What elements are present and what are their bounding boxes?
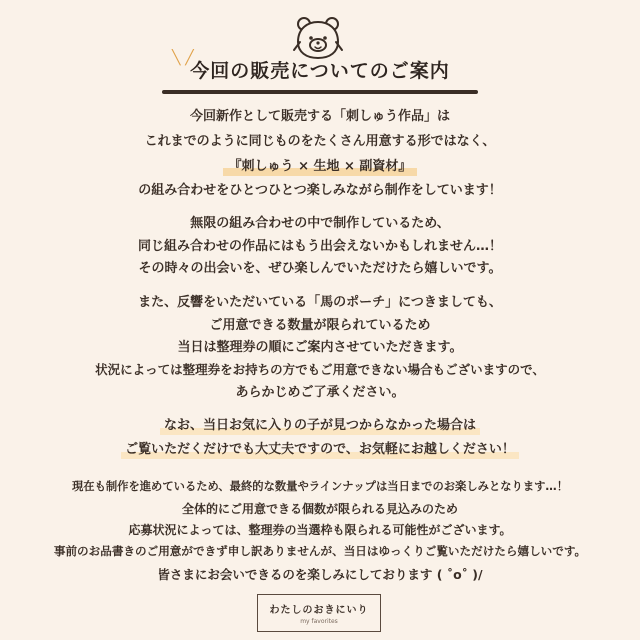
bear-face-icon [290,14,346,60]
section5-line2: 全体的にご用意できる個数が限られる見込みのため [181,502,458,516]
section1-line2: これまでのように同じものをたくさん用意する形ではなく、 [144,134,496,149]
section4-line1-wrap [0,417,640,435]
brand-name: わたしのおきにいり [269,605,369,616]
section3-line5: あらかじめご了承ください。 [235,385,405,400]
sparkle-icon: ╲ ╱ [172,50,194,66]
section5-line3: 応募状況によっては、整理券の当選枠も限られる可能性がございます。 [128,523,512,537]
section4-line2-wrap [0,441,640,459]
title-block [0,50,640,83]
section5-line4: 事前のお品書きのご用意ができず申し訳ありませんが、当日はゆっくりご覧いただけたら嬉しいです。 [53,544,587,558]
title-underline [162,90,478,94]
section2-line1: 無限の組み合わせの中で制作しているため、 [190,216,450,231]
section1-line4: の組み合わせをひとつひとつ楽しみながら制作をしています！ [138,183,502,198]
section4-line1: なお、当日お気に入りの子が見つからなかった場合は [160,417,480,435]
section3-line2: ご用意できる数量が限られているため [209,318,431,333]
closing-message: 皆さまにお会いできるのを楽しみにしております ( ˚o˚ )/ [157,567,483,582]
section3-line4: 状況によっては整理券をお持ちの方でもご用意できない場合もございますので、 [95,362,545,377]
section2-line3: その時々の出会いを、ぜひ楽しんでいただけたら嬉しいです。 [138,261,502,276]
section2-line2: 同じ組み合わせの作品にはもう出会えないかもしれません…！ [137,239,502,254]
section3-line1: また、反響をいただいている「馬のポーチ」につきましても、 [138,295,502,310]
section5-line1: 現在も制作を進めているため、最終的な数量やラインナップは当日までのお楽しみとなります…！ [71,480,569,493]
section3-line3: 当日は整理券の順にご案内させていただきます。 [177,340,463,355]
section1-line3-wrap [0,158,640,176]
section1-line1: 今回新作として販売する「刺しゅう作品」は [189,109,450,124]
page-title: 今回の販売についてのご案内 [190,60,450,82]
section4-line2: ご覧いただくだけでも大丈夫ですので、お気軽にお越しください！ [121,441,519,459]
highlighted-combination: 『刺しゅう × 生地 × 副資材』 [223,158,418,176]
brand-subtitle: my favorites [300,618,338,625]
brand-stamp [257,594,381,632]
